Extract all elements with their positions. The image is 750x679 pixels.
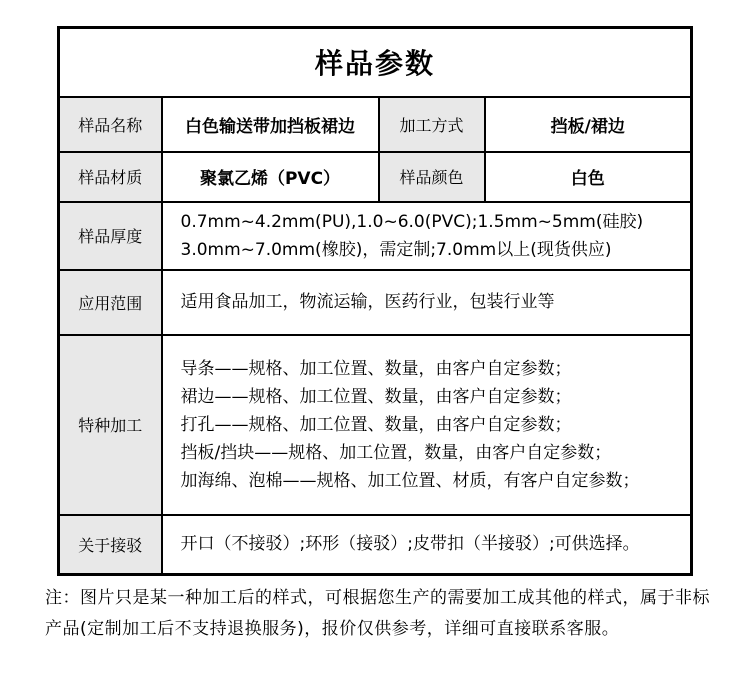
- label-special-processing: 特种加工: [59, 335, 162, 515]
- label-process-method: 加工方式: [379, 97, 485, 152]
- special-processing-line-5: 加海绵、泡棉——规格、加工位置、材质，有客户自定参数；: [180, 470, 640, 491]
- table-row-sample-name: [59, 97, 692, 152]
- footer-note: [45, 583, 720, 645]
- thickness-line-1: 0.7mm~4.2mm(PU),1.0~6.0(PVC);1.5mm~5mm(硅胶): [180, 211, 644, 232]
- label-sample-material: 样品材质: [59, 152, 162, 202]
- table-title-row: [59, 28, 692, 97]
- label-sample-color: 样品颜色: [379, 152, 485, 202]
- label-application-range: 应用范围: [59, 270, 162, 335]
- footer-note-line-2: 产品(定制加工后不支持退换服务)，报价仅供参考，详细可直接联系客服。: [45, 619, 620, 639]
- value-process-method: 挡板/裙边: [485, 97, 692, 152]
- value-sample-material: 聚氯乙烯（PVC）: [162, 152, 379, 202]
- value-sample-name: 白色输送带加挡板裙边: [162, 97, 379, 152]
- label-sample-thickness: 样品厚度: [59, 202, 162, 270]
- special-processing-line-1: 导条——规格、加工位置、数量，由客户自定参数；: [180, 358, 572, 379]
- table-row-special-processing: [59, 335, 692, 515]
- special-processing-line-2: 裙边——规格、加工位置、数量，由客户自定参数；: [180, 386, 572, 407]
- label-joint-info: 关于接驳: [59, 515, 162, 575]
- table-row-thickness: [59, 202, 692, 270]
- table-title: 样品参数: [59, 28, 692, 97]
- thickness-line-2: 3.0mm~7.0mm(橡胶)，需定制;7.0mm以上(现货供应): [180, 239, 612, 260]
- sample-parameters-table: [57, 26, 693, 576]
- table-row-material: [59, 152, 692, 202]
- value-sample-thickness: [162, 202, 692, 270]
- value-application-range: [162, 270, 692, 335]
- footer-note-line-1: 注：图片只是某一种加工后的样式，可根据您生产的需要加工成其他的样式，属于非标: [45, 588, 710, 608]
- joint-info-line: 开口（不接驳）;环形（接驳）;皮带扣（半接驳）;可供选择。: [180, 534, 640, 555]
- value-special-processing: [162, 335, 692, 515]
- application-range-line: 适用食品加工，物流运输，医药行业，包装行业等: [180, 292, 555, 312]
- label-sample-name: 样品名称: [59, 97, 162, 152]
- value-sample-color: 白色: [485, 152, 692, 202]
- table-row-application-range: [59, 270, 692, 335]
- special-processing-line-4: 挡板/挡块——规格、加工位置，数量，由客户自定参数；: [180, 442, 612, 463]
- value-joint-info: [162, 515, 692, 575]
- table-row-joint-info: [59, 515, 692, 575]
- special-processing-line-3: 打孔——规格、加工位置、数量，由客户自定参数；: [180, 414, 572, 435]
